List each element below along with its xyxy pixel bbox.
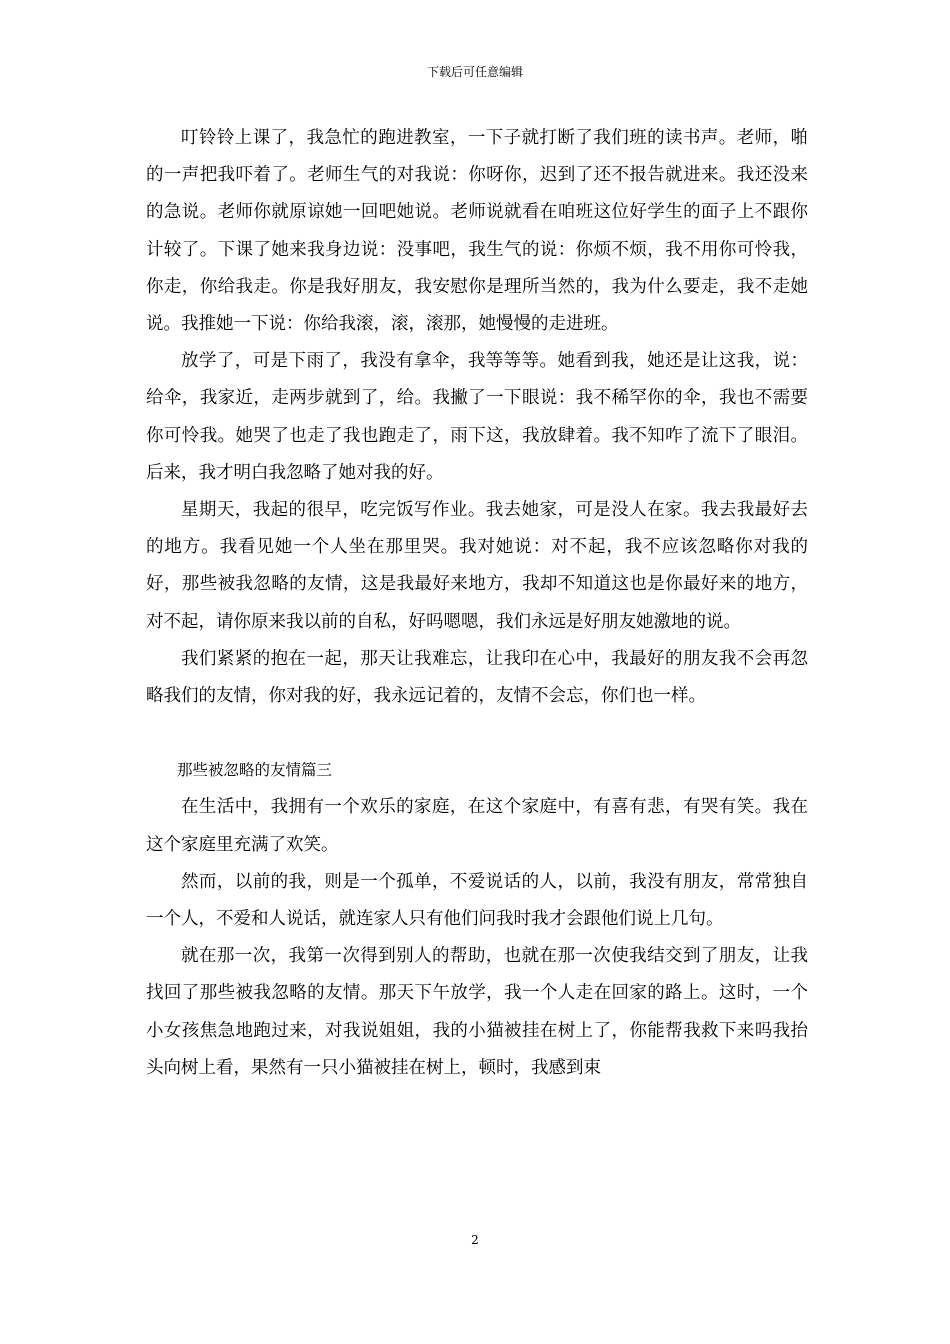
page-number: 2 — [471, 1233, 479, 1247]
paragraph: 星期天，我起的很早，吃完饭写作业。我去她家，可是没人在家。我去我最好去的地方。我看见她一个人坐在那里哭。我对她说：对不起，我不应该忽略你对我的好，那些被我忽略的友情，这是我最好来地方，我却不知道这也是你最好来的地方，对不起，请你原来我以前的自私，好吗嗯嗯，我们永远是好朋友她激地的说。 — [146, 500, 808, 632]
paragraph: 放学了，可是下雨了，我没有拿伞，我等等等。她看到我，她还是让这我，说：给伞，我家近，走两步就到了，给。我撇了一下眼说：我不稀罕你的伞，我也不需要你可怜我。她哭了也走了我也跑走了，雨下这，我放肆着。我不知咋了流下了眼泪。后来，我才明白我忽略了她对我的好。 — [146, 351, 808, 483]
paragraph: 在生活中，我拥有一个欢乐的家庭，在这个家庭中，有喜有悲，有哭有笑。我在这个家庭里充满了欢笑。 — [146, 797, 808, 855]
paragraph: 我们紧紧的抱在一起，那天让我难忘，让我印在心中，我最好的朋友我不会再忽略我们的友情，你对我的好，我永远记着的，友情不会忘，你们也一样。 — [146, 648, 808, 707]
page-header: 下载后可任意编辑 — [426, 65, 523, 79]
paragraph: 就在那一次，我第一次得到别人的帮助，也就在那一次使我结交到了朋友，让我找回了那些被我忽略的友情。那天下午放学，我一个人走在回家的路上。这时，一个小女孩焦急地跑过来，对我说姐姐，我的小猫被挂在树上了，你能帮我救下来吗我抬头向树上看，果然有一只小猫被挂在树上，顿时，我感到束 — [146, 946, 808, 1078]
paragraph: 叮铃铃上课了，我急忙的跑进教室，一下子就打断了我们班的读书声。老师，啪的一声把我吓着了。老师生气的对我说：你呀你，迟到了还不报告就进来。我还没来的急说。老师你就原谅她一回吧她说。老师说就看在咱班这位好学生的面子上不跟你计较了。下课了她来我身边说：没事吧，我生气的说：你烦不烦，我不用你可怜我，你走，你给我走。你是我好朋友，我安慰你是理所当然的，我为什么要走，我不走她说。我推她一下说：你给我滚，滚，滚那，她慢慢的走进班。 — [146, 128, 808, 335]
section-title: 那些被忽略的友情篇三 — [177, 761, 333, 780]
paragraph: 然而，以前的我，则是一个孤单，不爱说话的人，以前，我没有朋友，常常独自一个人，不爱和人说话，就连家人只有他们问我时我才会跟他们说上几句。 — [146, 871, 808, 930]
section-spacer — [146, 715, 808, 752]
document-body — [146, 120, 808, 1087]
